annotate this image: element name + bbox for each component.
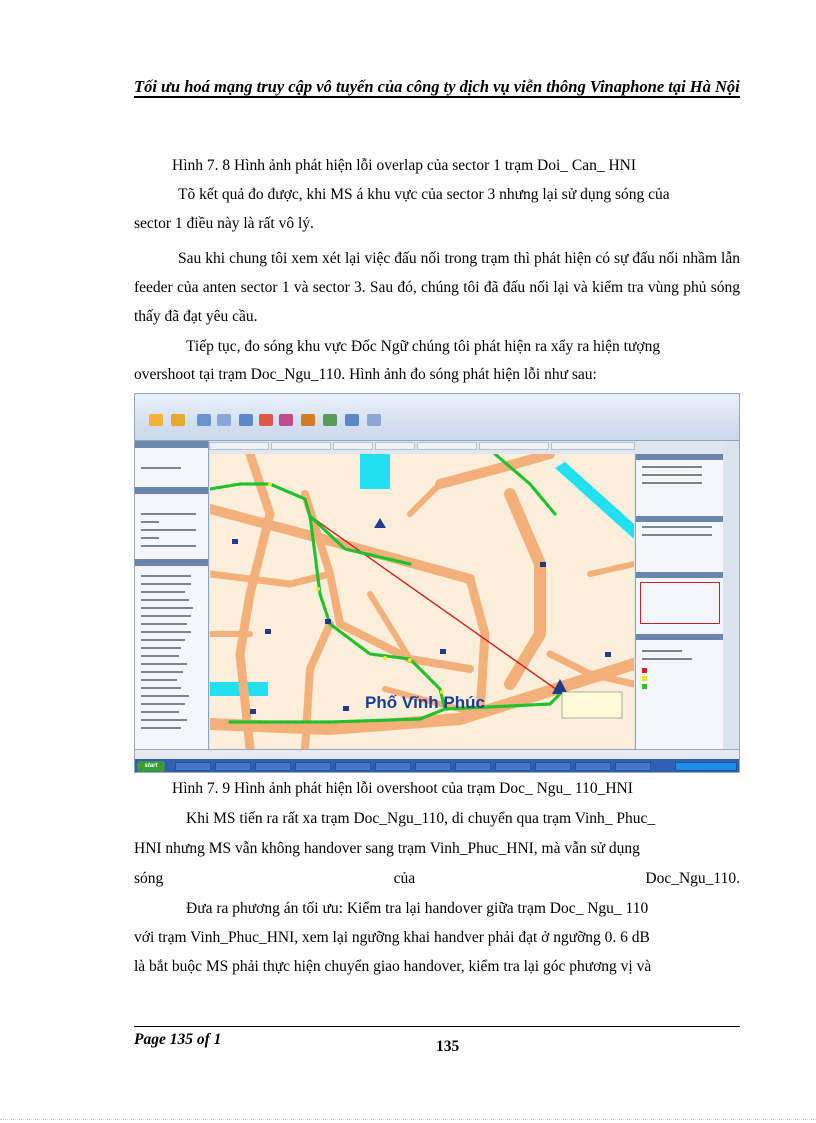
legend-swatch — [642, 676, 647, 681]
page-bottom-border — [0, 1119, 816, 1120]
paragraph-3-line-1: Tiếp tục, đo sóng khu vực Đốc Ngữ chúng tôi phát hiện ra xẩy ra hiện tượng — [186, 338, 661, 355]
tree-item — [141, 607, 193, 609]
drive-test-screenshot — [134, 393, 740, 773]
drive-test-map — [210, 454, 634, 749]
property-row — [642, 474, 702, 476]
ribbon-icon — [149, 414, 163, 426]
map-tab[interactable] — [271, 442, 331, 450]
tree-item — [141, 703, 185, 705]
dock-sidebar — [723, 441, 740, 758]
properties-panel — [635, 454, 724, 758]
paragraph-5-line-3: là bắt buộc MS phải thực hiện chuyển giao handover, kiểm tra lại góc phương vị và — [134, 958, 652, 975]
tree-item — [141, 679, 177, 681]
taskbar-item[interactable] — [455, 762, 491, 771]
ribbon-icon — [197, 414, 211, 426]
tree-item — [141, 521, 159, 523]
panel-header — [135, 487, 208, 494]
cell-icon — [232, 539, 238, 544]
ribbon-icon — [217, 414, 231, 426]
panel-header — [135, 559, 208, 566]
taskbar-item[interactable] — [215, 762, 251, 771]
map-street-label: Phố Vĩnh Phúc — [365, 693, 485, 712]
taskbar-item[interactable] — [175, 762, 211, 771]
map-tab-strip — [209, 442, 635, 450]
tree-item — [141, 671, 183, 673]
paragraph-2: Sau khi chung tôi xem xét lại việc đấu nối trong trạm thì phát hiện có sự đấu nối nhầm lẫn feeder của anten sector 1 và sector 3. Sau đó, chúng tôi đã đấu nối lại và kiểm tra vùng phủ sóng thấy đã đạt yêu cầu. — [134, 250, 740, 325]
ribbon-icon — [279, 414, 293, 426]
caption-figure-7-8: Hình 7. 8 Hình ảnh phát hiện lỗi overlap của sector 1 trạm Doi_ Can_ HNI — [172, 157, 637, 174]
property-row — [642, 466, 702, 468]
taskbar-item[interactable] — [575, 762, 611, 771]
panel-header — [636, 454, 724, 460]
paragraph-4-line-3 — [134, 870, 740, 888]
highlighted-properties — [640, 582, 720, 624]
paragraph-5-line-2: với trạm Vinh_Phuc_HNI, xem lại ngưỡng khai handver phải đạt ở ngưỡng 0. 6 dB — [134, 929, 650, 946]
cell-icon — [265, 629, 271, 634]
property-row — [642, 534, 712, 536]
ribbon-icon — [323, 414, 337, 426]
water-area — [360, 454, 390, 489]
word: sóng — [134, 870, 164, 887]
start-button[interactable]: start — [137, 761, 165, 772]
tree-item — [141, 687, 181, 689]
footer-rule — [134, 1026, 740, 1027]
paragraph-4-line-2: HNI nhưng MS vẫn không handover sang trạm Vinh_Phuc_HNI, mà vẫn sử dụng — [134, 840, 640, 857]
map-tab[interactable] — [417, 442, 477, 450]
cell-icon — [343, 706, 349, 711]
map-tab[interactable] — [551, 442, 635, 450]
taskbar-item[interactable] — [335, 762, 371, 771]
tree-item — [141, 545, 196, 547]
cell-icon — [540, 562, 546, 567]
legend-swatch — [642, 684, 647, 689]
tree-item — [141, 615, 191, 617]
tree-item — [141, 639, 185, 641]
tree-item — [141, 631, 191, 633]
page-header-title: Tối ưu hoá mạng truy cập vô tuyến của công ty dịch vụ viễn thông Vinaphone tại Hà Nội — [134, 77, 740, 96]
tree-item — [141, 591, 185, 593]
tree-item — [141, 655, 179, 657]
taskbar-item[interactable] — [535, 762, 571, 771]
map-tab[interactable] — [375, 442, 415, 450]
legend-swatch — [642, 668, 647, 673]
header-rule — [134, 96, 740, 98]
cell-icon — [605, 652, 611, 657]
taskbar-item[interactable] — [415, 762, 451, 771]
tree-item — [141, 575, 191, 577]
tree-item — [141, 529, 196, 531]
tree-item — [141, 599, 189, 601]
tree-item — [141, 583, 191, 585]
word: Doc_Ngu_110. — [645, 870, 740, 887]
application-ribbon — [135, 394, 740, 441]
cell-icon — [250, 709, 256, 714]
property-row — [642, 658, 692, 660]
cell-icon — [325, 619, 331, 624]
cell-icon — [440, 649, 446, 654]
tree-item — [141, 623, 187, 625]
tree-item — [141, 695, 189, 697]
ribbon-icon — [239, 414, 253, 426]
paragraph-4-line-1: Khi MS tiến ra rất xa trạm Doc_Ngu_110, di chuyển qua trạm Vinh_ Phuc_ — [186, 810, 656, 827]
tree-item — [141, 647, 181, 649]
ribbon-icon — [171, 414, 185, 426]
taskbar-item[interactable] — [375, 762, 411, 771]
ribbon-icon — [301, 414, 315, 426]
tree-item — [141, 663, 187, 665]
tree-item — [141, 711, 179, 713]
panel-header — [636, 572, 724, 578]
ribbon-icon — [367, 414, 381, 426]
taskbar-item[interactable] — [495, 762, 531, 771]
footer-page-label: Page 135 of 1 — [134, 1031, 222, 1048]
footer-page-number: 135 — [436, 1038, 460, 1055]
cell-info-popup — [562, 692, 622, 718]
taskbar-item[interactable] — [295, 762, 331, 771]
windows-taskbar — [135, 759, 740, 773]
paragraph-3-line-2: overshoot tại trạm Doc_Ngu_110. Hình ảnh đo sóng phát hiện lỗi như sau: — [134, 366, 597, 383]
tree-item — [141, 537, 159, 539]
property-row — [642, 650, 682, 652]
paragraph-1-line-1: Tõ kết quả đo được, khi MS á khu vực của sector 3 nhưng lại sử dụng sóng của — [178, 186, 670, 203]
caption-figure-7-9: Hình 7. 9 Hình ảnh phát hiện lỗi overshoot của trạm Doc_ Ngu_ 110_HNI — [172, 780, 633, 797]
panel-header — [636, 634, 724, 640]
map-tab[interactable] — [479, 442, 549, 450]
tree-item — [141, 727, 181, 729]
panel-header — [135, 441, 208, 448]
tree-item — [141, 467, 181, 469]
property-row — [642, 482, 702, 484]
word: của — [393, 870, 416, 887]
workspace-panel — [135, 441, 209, 758]
map-tab[interactable] — [209, 442, 269, 450]
paragraph-1-line-2: sector 1 điều này là rất vô lý. — [134, 215, 314, 232]
property-row — [642, 526, 712, 528]
ribbon-icon — [259, 414, 273, 426]
taskbar-item[interactable] — [615, 762, 651, 771]
ribbon-icon — [345, 414, 359, 426]
map-tab[interactable] — [333, 442, 373, 450]
tree-item — [141, 719, 187, 721]
taskbar-item[interactable] — [255, 762, 291, 771]
system-tray — [675, 762, 737, 771]
tree-item — [141, 513, 196, 515]
panel-header — [636, 516, 724, 522]
paragraph-5-line-1: Đưa ra phương án tối ưu: Kiểm tra lại handover giữa trạm Doc_ Ngu_ 110 — [186, 900, 649, 917]
